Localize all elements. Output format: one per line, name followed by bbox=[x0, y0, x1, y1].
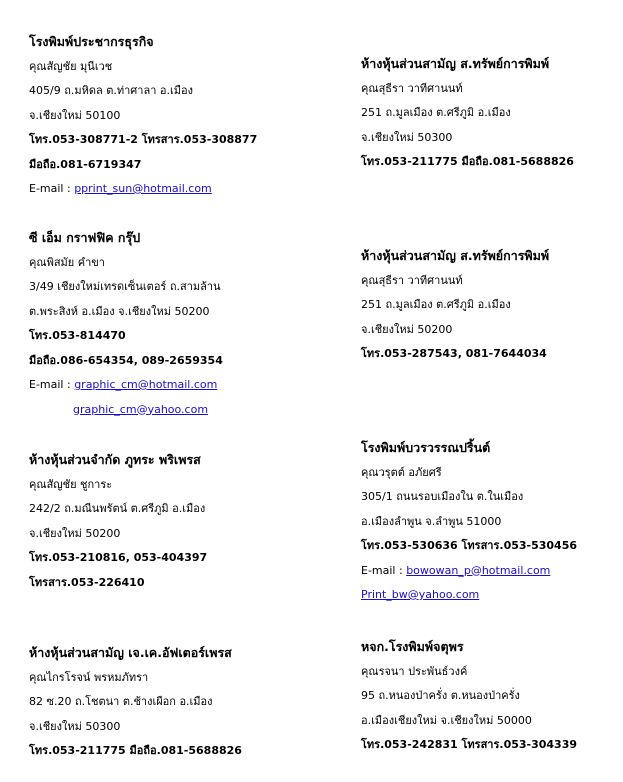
address-line-1: 251 ถ.มูลเมือง ต.ศรีภูมิ อ.เมือง bbox=[361, 298, 511, 311]
address-line-2: จ.เชียงใหม่ 50200 bbox=[361, 322, 453, 336]
listing-entry bbox=[361, 635, 577, 758]
email-line bbox=[29, 177, 257, 202]
address-line-2: อ.เมืองลำพูน จ.ลำพูน 51000 bbox=[361, 514, 502, 528]
company-name: ห้างหุ้นส่วนสามัญ เจ.เค.อัฟเตอร์เพรส bbox=[29, 645, 232, 660]
fax-line: โทรสาร.053-226410 bbox=[29, 575, 145, 589]
contact-person: คุณสัญชัย ชูการะ bbox=[29, 477, 113, 491]
email-line bbox=[361, 559, 577, 584]
contact-person: คุณวรุตต์ อภัยศรี bbox=[361, 465, 442, 479]
phone-line: โทร.053-211775 มือถือ.081-5688826 bbox=[361, 155, 574, 168]
listing-entry bbox=[29, 226, 223, 422]
email-line-2 bbox=[361, 583, 577, 608]
address-line-1: 82 ซ.20 ถ.โชตนา ต.ช้างเผือก อ.เมือง bbox=[29, 695, 213, 708]
address-line-2: จ.เชียงใหม่ 50300 bbox=[29, 719, 121, 733]
address-line-2: อ.เมืองเชียงใหม่ จ.เชียงใหม่ 50000 bbox=[361, 713, 532, 727]
email-label: E-mail : bbox=[29, 182, 75, 195]
address-line-2: จ.เชียงใหม่ 50200 bbox=[29, 526, 121, 540]
listing-entry bbox=[361, 52, 574, 175]
email-link-2[interactable]: graphic_cm@yahoo.com bbox=[73, 402, 209, 416]
phone-line: โทร.053-814470 bbox=[29, 329, 126, 342]
email-link[interactable]: graphic_cm@hotmail.com bbox=[74, 378, 218, 391]
email-label: E-mail : bbox=[29, 378, 75, 391]
company-name: หจก.โรงพิมพ์จตุพร bbox=[361, 639, 464, 654]
listing-entry bbox=[29, 30, 257, 202]
phone-line: โทร.053-242831 โทรสาร.053-304339 bbox=[361, 738, 578, 751]
email-label: E-mail : bbox=[361, 563, 407, 577]
contact-person: คุณสุธีรา วาทีศานนท์ bbox=[361, 273, 463, 287]
email-link-2[interactable]: Print_bw@yahoo.com bbox=[361, 588, 480, 601]
company-name: ห้างหุ้นส่วนสามัญ ส.ทรัพย์การพิมพ์ bbox=[361, 248, 550, 263]
phone-line: โทร.053-211775 มือถือ.081-5688826 bbox=[29, 744, 242, 757]
email-link[interactable]: pprint_sun@hotmail.com bbox=[74, 182, 212, 195]
company-name: โรงพิมพ์ประชากรธุรกิจ bbox=[29, 34, 154, 49]
listing-entry bbox=[29, 641, 242, 764]
email-link[interactable]: bowowan_p@hotmail.com bbox=[406, 563, 551, 577]
contact-person: คุณพิสมัย คำขา bbox=[29, 255, 105, 269]
address-line-1: 95 ถ.หนองป่าครั่ง ต.หนองป่าครั่ง bbox=[361, 689, 520, 702]
contact-person: คุณสุธีรา วาทีศานนท์ bbox=[361, 81, 463, 95]
address-line-2: ต.พระสิงห์ อ.เมือง จ.เชียงใหม่ 50200 bbox=[29, 304, 210, 318]
company-name: ซี เอ็ม กราฟฟิค กรุ๊ป bbox=[29, 230, 141, 245]
listing-entry bbox=[361, 436, 577, 608]
address-line-1: 305/1 ถนนรอบเมืองใน ต.ในเมือง bbox=[361, 490, 524, 503]
contact-person: คุณไกรโรจน์ พรหมภัทรา bbox=[29, 670, 149, 684]
company-name: ห้างหุ้นส่วนสามัญ ส.ทรัพย์การพิมพ์ bbox=[361, 56, 550, 71]
company-name: ห้างหุ้นส่วนจำกัด ภูทระ พริเพรส bbox=[29, 452, 201, 467]
address-line-1: 405/9 ถ.มหิดล ต.ท่าศาลา อ.เมือง bbox=[29, 84, 193, 97]
address-line-2: จ.เชียงใหม่ 50100 bbox=[29, 108, 121, 122]
mobile-line: มือถือ.081-6719347 bbox=[29, 157, 142, 171]
email-line bbox=[29, 373, 223, 398]
address-line-1: 251 ถ.มูลเมือง ต.ศรีภูมิ อ.เมือง bbox=[361, 106, 511, 119]
mobile-line: มือถือ.086-654354, 089-2659354 bbox=[29, 353, 223, 367]
phone-line: โทร.053-210816, 053-404397 bbox=[29, 551, 208, 564]
phone-line: โทร.053-308771-2 โทรสาร.053-308877 bbox=[29, 133, 258, 146]
address-line-1: 3/49 เชียงใหม่เทรดเซ็นเตอร์ ถ.สามล้าน bbox=[29, 280, 221, 293]
contact-person: คุณรจนา ประพันธ์วงค์ bbox=[361, 664, 468, 678]
address-line-2: จ.เชียงใหม่ 50300 bbox=[361, 130, 453, 144]
listing-entry bbox=[361, 244, 549, 367]
listing-entry bbox=[29, 448, 207, 595]
contact-person: คุณสัญชัย มุนีเวช bbox=[29, 59, 113, 73]
company-name: โรงพิมพ์บวรวรรณปริ้นต์ bbox=[361, 440, 491, 455]
phone-line: โทร.053-287543, 081-7644034 bbox=[361, 347, 547, 360]
phone-line: โทร.053-530636 โทรสาร.053-530456 bbox=[361, 539, 578, 552]
address-line-1: 242/2 ถ.มณีนพรัตน์ ต.ศรีภูมิ อ.เมือง bbox=[29, 502, 206, 515]
email-line-2 bbox=[29, 398, 223, 423]
